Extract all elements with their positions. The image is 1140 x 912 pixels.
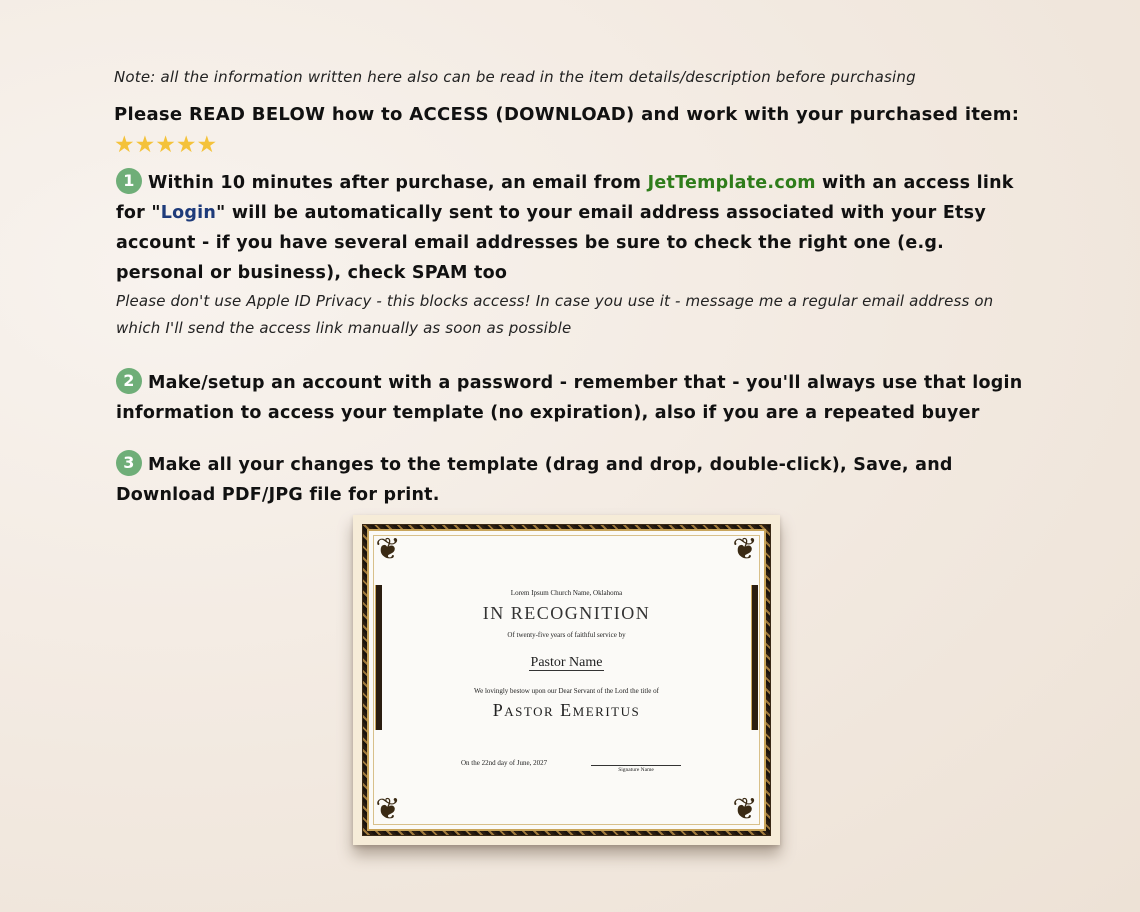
corner-ornament-icon: ❦: [732, 532, 758, 567]
church-name: Lorem Ipsum Church Name, Oklahoma: [510, 589, 623, 597]
step-2-text: 2 Make/setup an account with a password - remember that - you'll always use that login information to access your template (no expiration), also if you are a repeated buyer: [116, 368, 1031, 428]
corner-ornament-icon: ❦: [732, 792, 758, 827]
bestow-line: We lovingly bestow upon our Dear Servant of the Lord the title of: [474, 687, 659, 695]
purchase-note: Note: all the information written here also can be read in the item details/description before purchasing: [114, 68, 916, 86]
corner-ornament-icon: ❦: [375, 532, 401, 567]
login-link[interactable]: Login: [160, 203, 217, 223]
jettemplate-link[interactable]: JetTemplate.com: [647, 173, 816, 193]
step-1-note: Please don't use Apple ID Privacy - this blocks access! In case you use it - message me a regular email address on which I'll send the access link manually as soon as possible: [116, 292, 994, 337]
honorary-title: Pastor Emeritus: [492, 700, 641, 720]
service-line: Of twenty-five years of faithful service by: [507, 631, 626, 639]
instructions-heading: Please READ BELOW how to ACCESS (DOWNLOAD) and work with your purchased item:: [114, 104, 1020, 125]
side-ornament: [751, 585, 758, 730]
step-1-number-badge: 1: [116, 168, 142, 194]
step-2: [116, 368, 1031, 428]
corner-ornament-icon: ❦: [375, 792, 401, 827]
certificate-title: IN RECOGNITION: [482, 603, 651, 623]
signature-label: Signature Name: [618, 767, 654, 773]
step-3-number-badge: 3: [116, 450, 142, 476]
rating-stars: ★★★★★: [114, 132, 218, 158]
step-1-text: 1 Within 10 minutes after purchase, an email from JetTemplate.com with an access link for "Login" will be automatically sent to your email address associated with your Etsy account - if you have several email addresses be sure to check the right one (e.g. personal or business), check SPAM too: [116, 168, 1031, 288]
step-3-text: 3 Make all your changes to the template (drag and drop, double-click), Save, and Download PDF/JPG file for print.: [116, 450, 1031, 510]
step-1: [116, 168, 1031, 342]
certificate-preview: [353, 515, 780, 845]
certificate-content: [381, 543, 752, 817]
signature-line: [591, 765, 681, 766]
certificate-date: On the 22nd day of June, 2027: [461, 759, 548, 767]
step-2-number-badge: 2: [116, 368, 142, 394]
recipient-name: Pastor Name: [530, 655, 603, 670]
step-3: [116, 450, 1031, 510]
